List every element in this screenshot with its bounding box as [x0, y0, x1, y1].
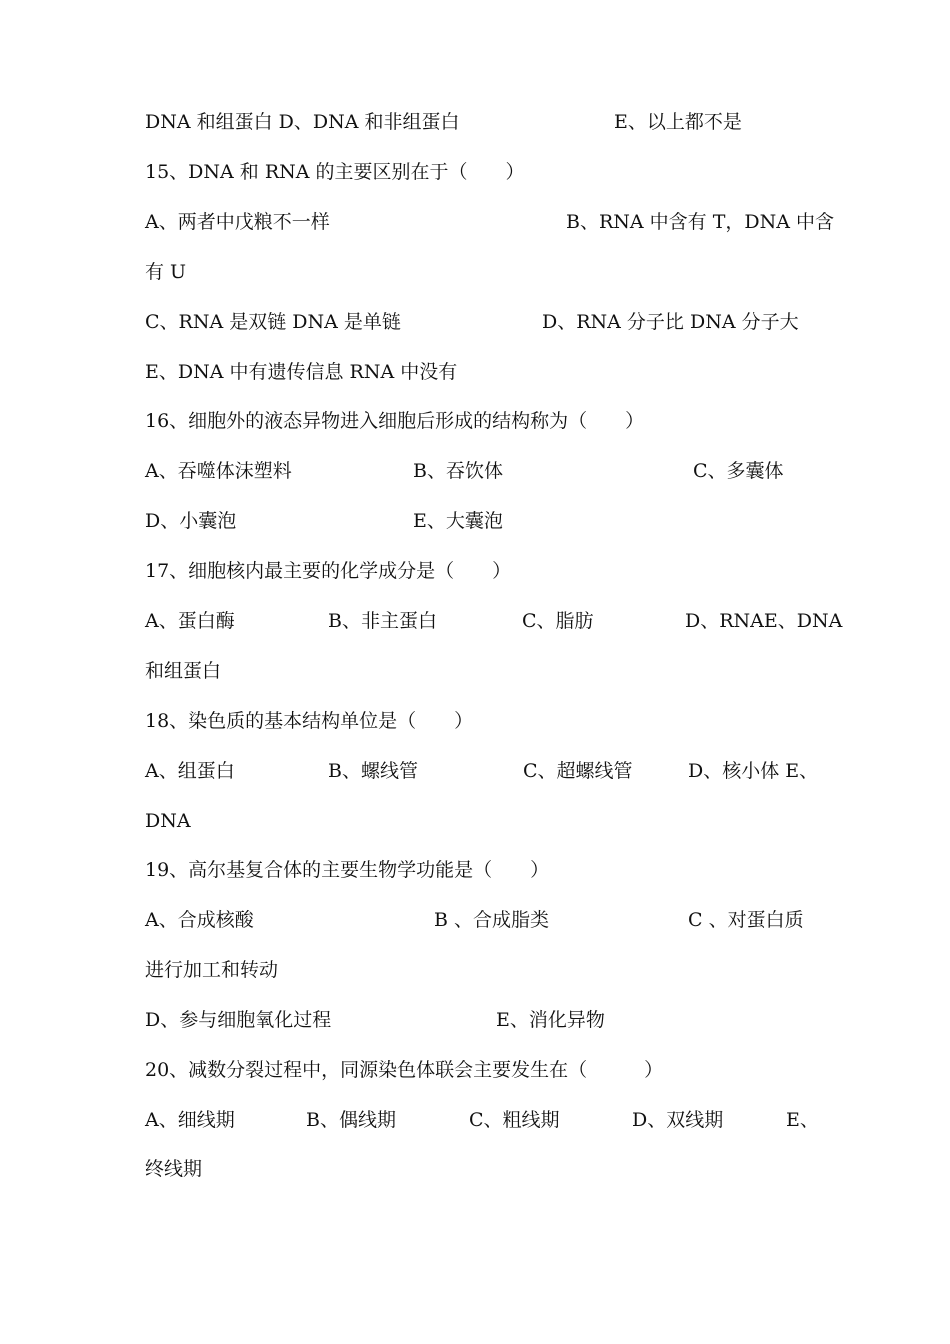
text-segment: E、以上都不是	[614, 111, 742, 133]
text-segment: 16、细胞外的液态异物进入细胞后形成的结构称为（ ）	[145, 410, 645, 432]
text-segment: 终线期	[145, 1158, 203, 1180]
option-a: A、细线期	[145, 1109, 235, 1131]
option-e: E、	[786, 1109, 819, 1131]
option-a: A、吞噬体沫塑料	[145, 460, 292, 482]
text-segment: DNA 和组蛋白 D、DNA 和非组蛋白	[145, 111, 460, 133]
option-d: D、核小体 E、	[688, 760, 819, 782]
text-segment: 20、减数分裂过程中，同源染色体联会主要发生在（ ）	[145, 1059, 664, 1081]
option-d: D、RNA 分子比 DNA 分子大	[542, 311, 799, 333]
text-segment: 有 U	[145, 261, 187, 283]
text-segment: 18、染色质的基本结构单位是（ ）	[145, 710, 474, 732]
option-b: B、非主蛋白	[328, 610, 437, 632]
option-c: C 、对蛋白质	[688, 909, 804, 931]
option-a: A、合成核酸	[145, 909, 254, 931]
option-d: D、双线期	[632, 1109, 724, 1131]
option-d: D、小囊泡	[145, 510, 237, 532]
option-a: A、两者中戊粮不一样	[145, 211, 330, 233]
text-segment: DNA	[145, 810, 191, 832]
text-segment: 19、高尔基复合体的主要生物学功能是（ ）	[145, 859, 550, 881]
option-b: B、螺线管	[328, 760, 418, 782]
option-b: B、吞饮体	[413, 460, 503, 482]
option-c: C、脂肪	[522, 610, 594, 632]
option-b: B 、合成脂类	[434, 909, 550, 931]
option-b: B、偶线期	[306, 1109, 396, 1131]
option-e: E、DNA 中有遗传信息 RNA 中没有	[145, 361, 458, 383]
option-e: E、大囊泡	[413, 510, 503, 532]
text-segment: 15、DNA 和 RNA 的主要区别在于（ ）	[145, 161, 525, 183]
text-segment: 17、细胞核内最主要的化学成分是（ ）	[145, 560, 512, 582]
option-b: B、RNA 中含有 T，DNA 中含	[566, 211, 834, 233]
option-c: C、超螺线管	[523, 760, 633, 782]
option-c: C、多囊体	[693, 460, 784, 482]
option-d: D、参与细胞氧化过程	[145, 1009, 332, 1031]
option-e: E、消化异物	[496, 1009, 605, 1031]
option-a: A、组蛋白	[145, 760, 235, 782]
text-segment: 进行加工和转动	[145, 959, 279, 981]
option-c: C、RNA 是双链 DNA 是单链	[145, 311, 401, 333]
option-c: C、粗线期	[469, 1109, 560, 1131]
option-d: D、RNAE、DNA	[685, 610, 843, 632]
option-a: A、蛋白酶	[145, 610, 235, 632]
text-segment: 和组蛋白	[145, 660, 222, 682]
